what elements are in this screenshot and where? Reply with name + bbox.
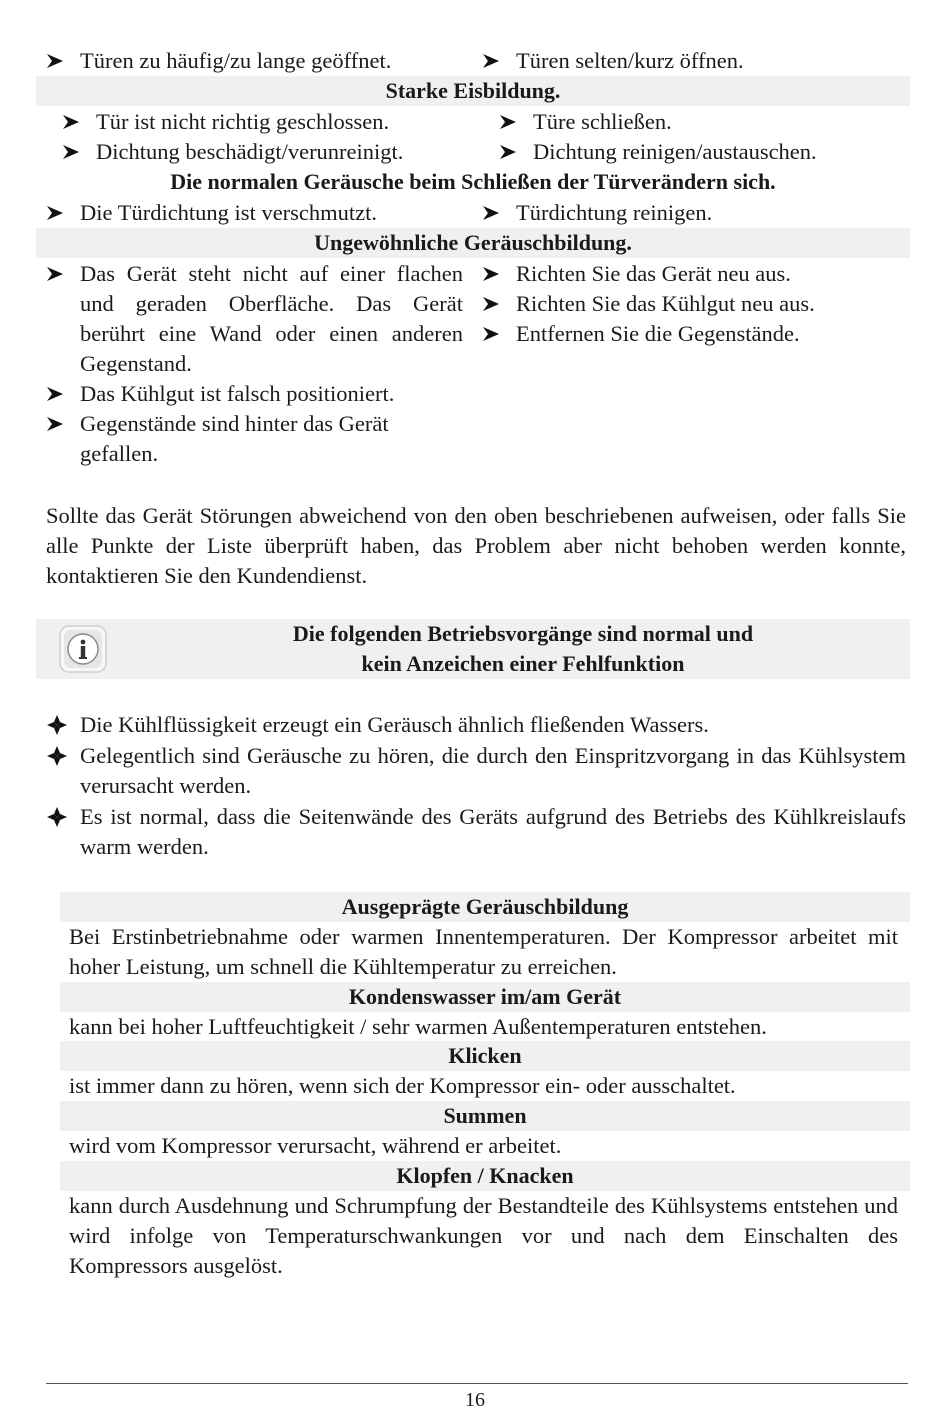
cause-item: Dichtung beschädigt/verunreinigt.: [62, 137, 499, 167]
info-icon: [58, 624, 108, 674]
fix-column: [482, 259, 908, 469]
section-heading: Ungewöhnliche Geräuschbildung.: [36, 228, 910, 258]
fix-item: Entfernen Sie die Gegenstände.: [482, 319, 908, 349]
troubleshoot-block: [46, 259, 908, 469]
cause-column: [46, 259, 463, 469]
diamond-bullet-icon: [46, 806, 68, 834]
footer-divider: [46, 1383, 908, 1384]
phenomenon-title: Summen: [60, 1101, 910, 1131]
cause-item: Gegenstände sind hinter das Gerät gefallen.: [46, 409, 463, 469]
arrow-bullet-icon: [62, 137, 80, 160]
arrow-bullet-icon: [482, 46, 500, 69]
arrow-bullet-icon: [499, 107, 517, 130]
section-heading: Starke Eisbildung.: [36, 76, 910, 106]
fix-item: Dichtung reinigen/austauschen.: [499, 137, 908, 167]
phenomenon-text: wird vom Kompressor verursacht, während er arbeitet.: [69, 1133, 562, 1158]
service-paragraph: Sollte das Gerät Störungen abweichend von den oben beschriebenen aufweisen, oder falls Sie alle Punkte der Liste überprüft haben, das Problem aber nicht behoben werden konnte, kontaktieren Sie den Kundendienst.: [46, 503, 906, 588]
arrow-bullet-icon: [482, 198, 500, 221]
notice-box: [36, 619, 910, 679]
page-number: 16: [465, 1389, 485, 1411]
arrow-bullet-icon: [482, 289, 500, 312]
arrow-bullet-icon: [46, 46, 64, 69]
cause-item: Das Gerät steht nicht auf einer flachen und geraden Oberfläche. Das Gerät berührt eine Wand oder einen anderen Gegenstand.: [46, 259, 463, 379]
phenomenon-title: Klicken: [60, 1041, 910, 1071]
fix-item: Richten Sie das Gerät neu aus.: [482, 259, 908, 289]
arrow-bullet-icon: [482, 259, 500, 282]
diamond-bullet-icon: [46, 714, 68, 742]
phenomenon-title: Ausgeprägte Geräuschbildung: [60, 892, 910, 922]
arrow-bullet-icon: [62, 107, 80, 130]
cause-item: Türen zu häufig/zu lange geöffnet.: [46, 46, 482, 76]
phenomenon-title: Kondenswasser im/am Gerät: [60, 982, 910, 1012]
cause-item: Tür ist nicht richtig geschlossen.: [62, 107, 499, 137]
fix-item: Türdichtung reinigen.: [482, 198, 908, 228]
troubleshoot-row: [46, 198, 908, 228]
diamond-bullet-icon: [46, 745, 68, 773]
phenomenon-text: kann durch Ausdehnung und Schrumpfung der Bestandteile des Kühlsystems entstehen und wird infolge von Temperaturschwankungen vor und nach dem Einschalten des Kompressors ausgelöst.: [69, 1193, 898, 1278]
troubleshoot-row: [62, 107, 908, 137]
fix-item: Türe schließen.: [499, 107, 908, 137]
arrow-bullet-icon: [46, 379, 64, 402]
section-heading: Die normalen Geräusche beim Schließen der Türverändern sich.: [170, 169, 776, 194]
cause-item: Die Türdichtung ist verschmutzt.: [46, 198, 482, 228]
arrow-bullet-icon: [482, 319, 500, 342]
arrow-bullet-icon: [499, 137, 517, 160]
arrow-bullet-icon: [46, 198, 64, 221]
phenomenon-text: Bei Erstinbetriebnahme oder warmen Innentemperaturen. Der Kompressor arbeitet mit hoher Leistung, um schnell die Kühltemperatur zu erreichen.: [69, 924, 898, 979]
notice-heading: Die folgenden Betriebsvorgänge sind normal und kein Anzeichen einer Fehlfunktion: [292, 621, 754, 676]
phenomenon-text: ist immer dann zu hören, wenn sich der Kompressor ein- oder ausschaltet.: [69, 1073, 736, 1098]
troubleshoot-row: [62, 137, 908, 167]
fix-item: Richten Sie das Kühlgut neu aus.: [482, 289, 908, 319]
fix-item: Türen selten/kurz öffnen.: [482, 46, 908, 76]
phenomenon-title: Klopfen / Knacken: [60, 1161, 910, 1191]
phenomenon-text: kann bei hoher Luftfeuchtigkeit / sehr warmen Außentemperaturen entstehen.: [69, 1014, 767, 1039]
troubleshoot-row: [46, 46, 908, 76]
arrow-bullet-icon: [46, 259, 64, 282]
arrow-bullet-icon: [46, 409, 64, 432]
cause-item: Das Kühlgut ist falsch positioniert.: [46, 379, 463, 409]
